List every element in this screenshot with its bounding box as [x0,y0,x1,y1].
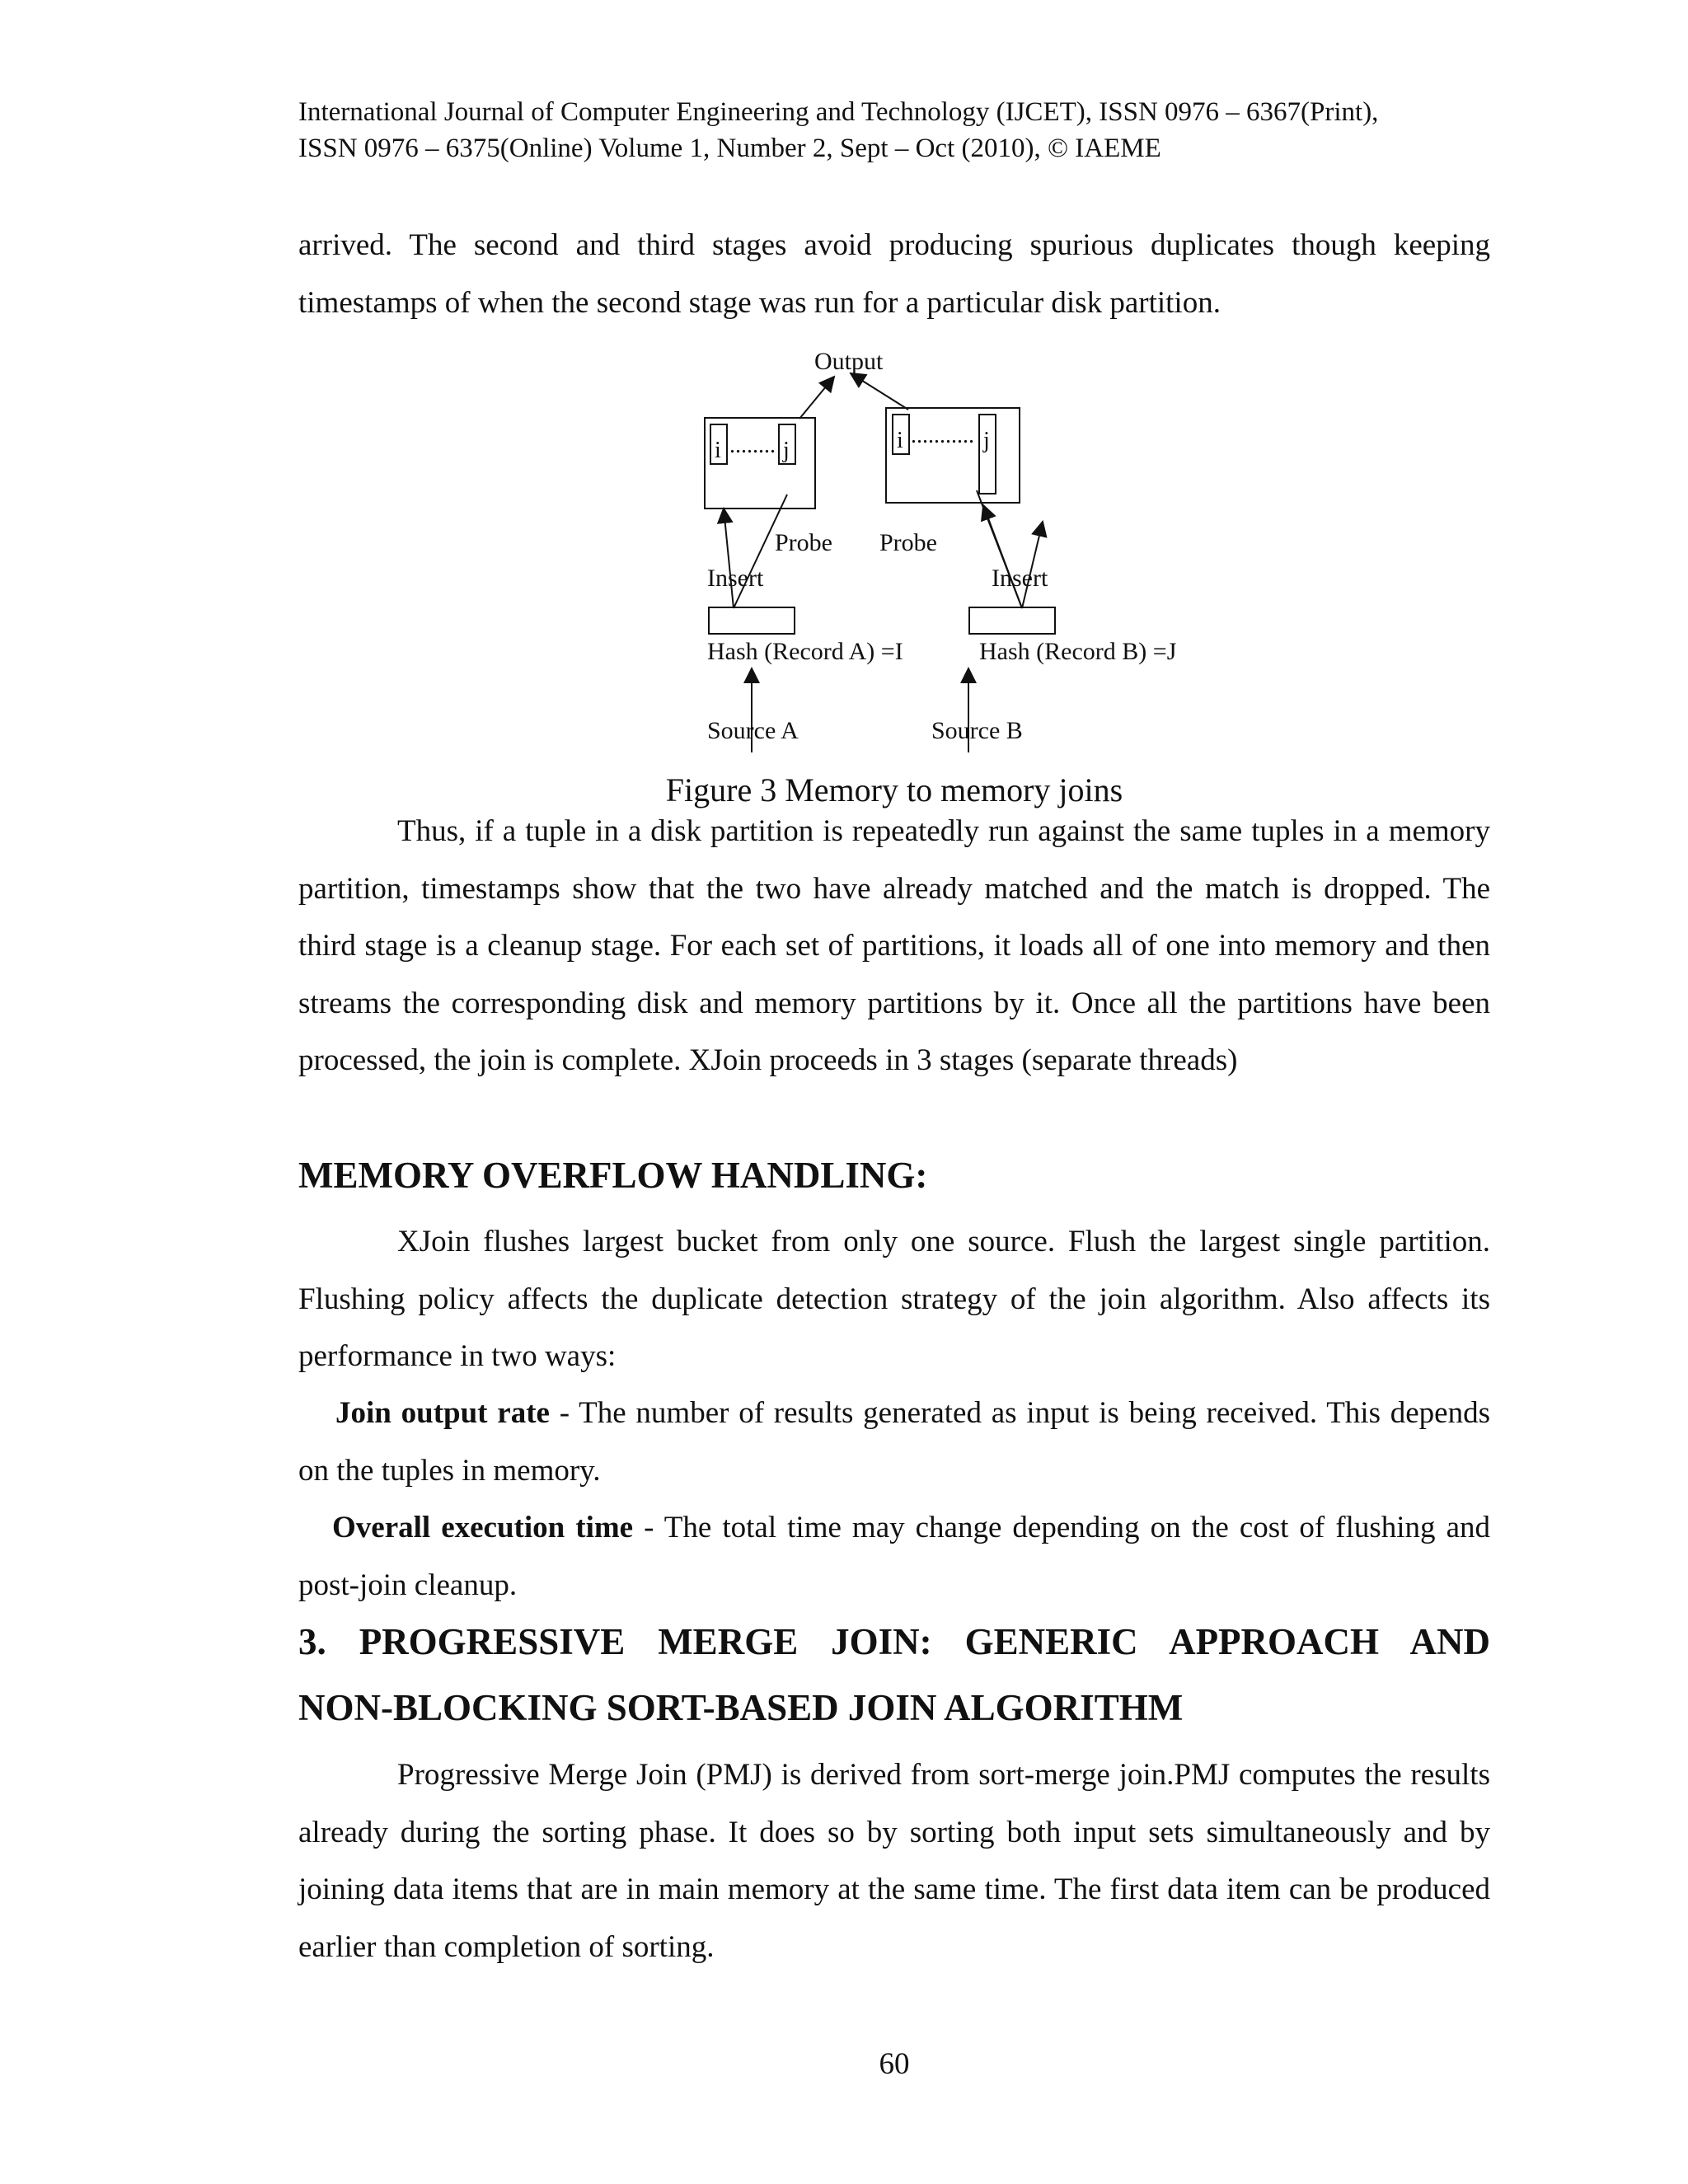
source-a-label: Source A [707,717,799,744]
left-j-label: j [783,438,790,463]
output-label: Output [814,348,884,375]
item-join-output-rate [298,1385,1490,1499]
heading-memory-overflow: MEMORY OVERFLOW HANDLING: [298,1155,928,1196]
right-dots: ........... [911,423,974,448]
desc-overall-execution-time: - The total time may change depending on the cost of flushing and post-join cleanup. [298,1511,1491,1602]
item-overall-execution-time [298,1499,1490,1614]
heading-pmj-line-2: NON-BLOCKING SORT-BASED JOIN ALGORITHM [298,1687,1184,1728]
desc-join-output-rate: - The number of results generated as input is being received. This depends on the tuples in memory. [298,1396,1490,1488]
hash-a-label: Hash (Record A) =I [707,638,903,665]
heading-pmj-line-1: 3. PROGRESSIVE MERGE JOIN: GENERIC APPROACH AND [298,1621,1490,1662]
page-number: 60 [879,2047,910,2081]
journal-header [298,94,1378,166]
paragraph-pmj: Progressive Merge Join (PMJ) is derived from sort-merge join.PMJ computes the results already during the sorting phase. It does so by sorting both input sets simultaneously and by joining data items that are in main memory at the same time. The first data item can be produced earlier than completion of sorting. [298,1758,1490,1964]
left-dots: ........ [729,433,776,458]
term-overall-execution-time: Overall execution time [332,1511,634,1544]
hash-box-a [709,607,795,634]
header-line-1: International Journal of Computer Engineering and Technology (IJCET), ISSN 0976 – 6367(Print), [298,97,1379,127]
figure-caption: Figure 3 Memory to memory joins [665,771,1123,808]
right-j-label: j [983,428,990,453]
memory-join-figure [692,342,1203,754]
hash-box-b [969,607,1055,634]
term-join-output-rate: Join output rate [335,1396,550,1430]
intro-paragraph: arrived. The second and third stages avoid producing spurious duplicates though keeping timestamps of when the second stage was run for a particular disk partition. [298,228,1490,320]
insert-label-left: Insert [707,565,764,592]
probe-label-right: Probe [879,529,937,556]
right-i-label: i [897,428,903,453]
paragraph-thus: Thus, if a tuple in a disk partition is repeatedly run against the same tuples in a memory partition, timestamps show that the two have already matched and the match is dropped. The third stage is a cleanup stage. For each set of partitions, it loads all of one into memory and then streams the corresponding disk and memory partitions by it. Once all the partitions have been processed, the join is complete. XJoin proceeds in 3 stages (separate threads) [298,814,1490,1077]
source-b-label: Source B [931,717,1023,744]
right-j-slot [979,415,996,494]
insert-label-right: Insert [992,565,1048,592]
left-i-label: i [715,438,721,463]
header-line-2: ISSN 0976 – 6375(Online) Volume 1, Number 2, Sept – Oct (2010), © IAEME [298,134,1161,163]
hash-b-label: Hash (Record B) =J [979,638,1177,665]
probe-label-left: Probe [775,529,832,556]
paragraph-xjoin: XJoin flushes largest bucket from only one source. Flush the largest single partition. Flushing policy affects the duplicate detection strategy of the join algorithm. Also affects its performance in two ways: [298,1225,1490,1373]
